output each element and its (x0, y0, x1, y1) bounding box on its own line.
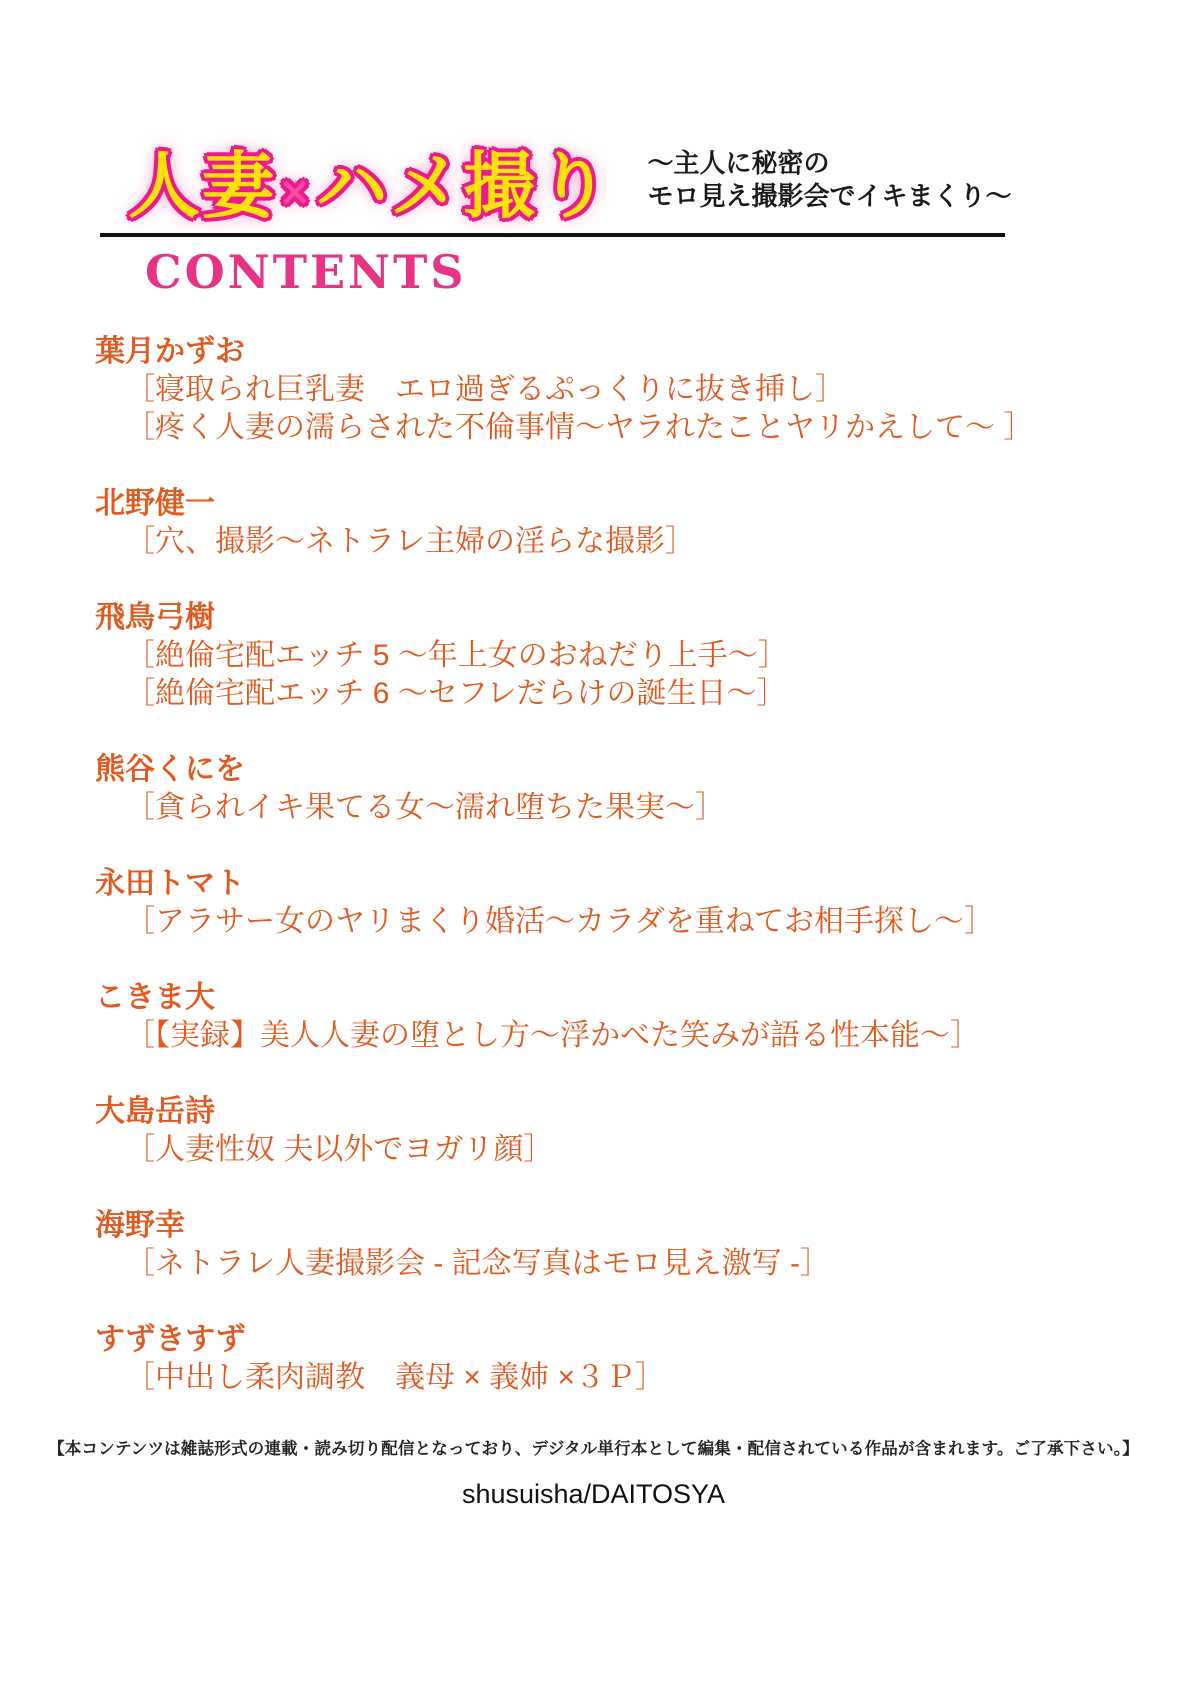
contents-entry (95, 1093, 1127, 1169)
logo-row (100, 143, 1012, 228)
entry-title: ［疼く人妻の濡らされた不倫事情〜ヤラれたことヤリかえして〜 ］ (125, 411, 1034, 445)
contents-heading: CONTENTS (145, 245, 467, 300)
entry-title: ［絶倫宅配エッチ 5 〜年上女のおねだり上手〜］ (125, 639, 788, 673)
contents-entry (95, 979, 1127, 1055)
entry-author: 北野健一 (95, 487, 215, 521)
entry-title: ［人妻性奴 夫以外でヨガリ顔］ (125, 1133, 554, 1167)
subtitle-line-1: 〜主人に秘密の (647, 148, 830, 179)
contents-entry (95, 865, 1127, 941)
entry-titles (95, 903, 1127, 941)
page-footer (0, 1435, 1187, 1510)
entry-author: 大島岳詩 (95, 1095, 215, 1129)
subtitle-line-2: モロ見え撮影会でイキまくり〜 (647, 182, 1012, 213)
title-logo-part2: ハメ撮り (315, 143, 612, 228)
header-divider (100, 233, 1005, 237)
entry-author: 永田トマト (95, 867, 245, 901)
entry-titles (95, 789, 1127, 827)
entry-author: 飛鳥弓樹 (95, 601, 215, 635)
entry-title: ［穴、撮影〜ネトラレ主婦の淫らな撮影］ (125, 525, 695, 559)
contents-entry (95, 751, 1127, 827)
entry-title: ［貪られイキ果てる女〜濡れ堕ちた果実〜］ (125, 791, 725, 825)
entry-titles (95, 637, 1127, 713)
contents-entry (95, 599, 1127, 713)
title-logo-part1: 人妻 (128, 143, 277, 228)
entry-titles (95, 1131, 1127, 1169)
entry-author: 熊谷くにを (95, 753, 245, 787)
title-subtitle (648, 148, 1012, 216)
entry-titles (95, 523, 1127, 561)
title-logo (100, 143, 612, 228)
entry-title: ［中出し柔肉調教 義母 × 義姉 ×３Ｐ］ (125, 1361, 666, 1395)
contents-entry (95, 333, 1127, 447)
title-logo-cross: × (278, 168, 314, 215)
contents-list (95, 333, 1127, 1397)
entry-titles (95, 371, 1127, 447)
entry-titles (95, 1359, 1127, 1397)
publisher-credit: shusuisha/DAITOSYA (461, 1479, 726, 1510)
contents-entry (95, 1321, 1127, 1397)
entry-titles (95, 1245, 1127, 1283)
contents-entry (95, 1207, 1127, 1283)
page-header (0, 0, 1012, 300)
contents-entry (95, 485, 1127, 561)
entry-title: ［【実録】美人人妻の堕とし方〜浮かべた笑みが語る性本能〜］ (125, 1019, 980, 1053)
entry-author: こきま大 (95, 981, 215, 1015)
entry-title: ［寝取られ巨乳妻 エロ過ぎるぷっくりに抜き挿し］ (125, 373, 845, 407)
entry-author: すずきすず (95, 1323, 246, 1357)
entry-titles (95, 1017, 1127, 1055)
entry-title: ［絶倫宅配エッチ 6 〜セフレだらけの誕生日〜］ (125, 677, 787, 711)
footer-notice: 【本コンテンツは雑誌形式の連載・読み切り配信となっており、デジタル単行本として編集・配信されている作品が含まれます。ご了承下さい。】 (48, 1440, 1139, 1459)
entry-author: 海野幸 (95, 1209, 185, 1243)
entry-author: 葉月かずお (95, 335, 245, 369)
entry-title: ［アラサー女のヤリまくり婚活〜カラダを重ねてお相手探し〜］ (125, 905, 994, 939)
entry-title: ［ネトラレ人妻撮影会 - 記念写真はモロ見え激写 -］ (125, 1247, 830, 1281)
